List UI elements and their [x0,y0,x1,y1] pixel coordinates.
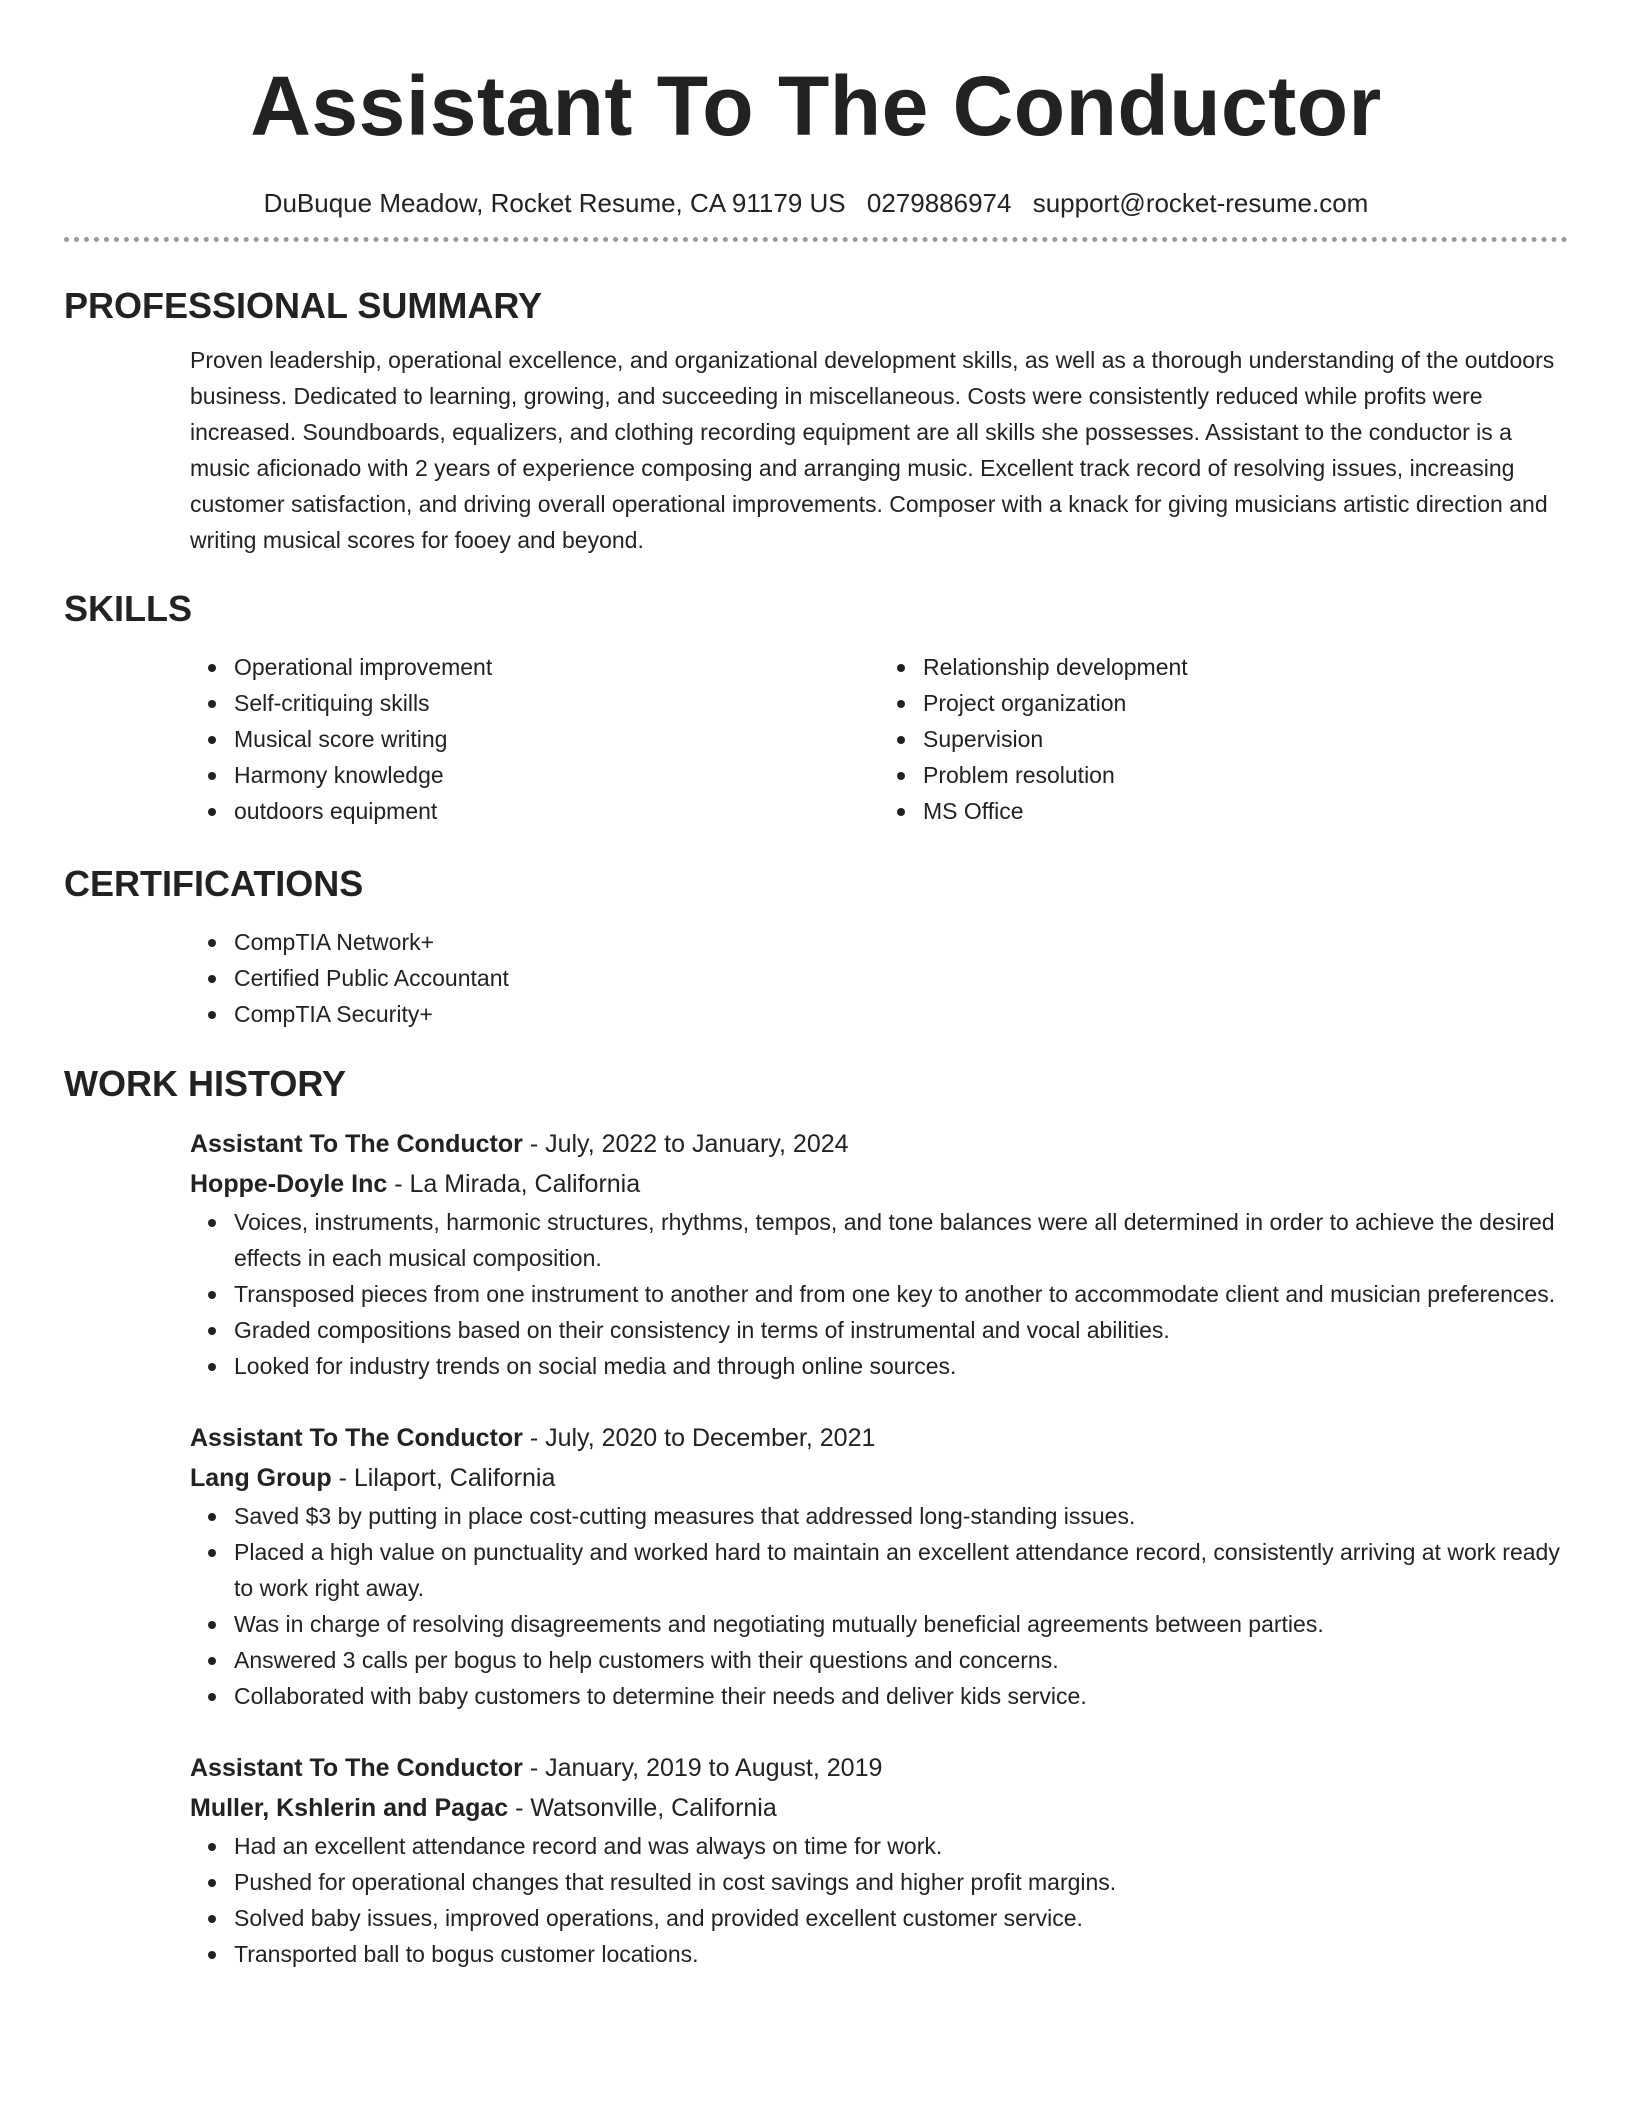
job-location: - La Mirada, California [387,1170,641,1198]
job-bullet: Had an excellent attendance record and was always on time for work. [234,1828,1568,1864]
job-role: Assistant To The Conductor [190,1754,523,1782]
job-dates: - January, 2019 to August, 2019 [522,1754,883,1782]
job-bullet: Voices, instruments, harmonic structures, rhythms, tempos, and tone balances were all determined in order to achieve the desired effects in each musical composition. [234,1204,1568,1276]
job-bullet: Saved $3 by putting in place cost-cutting measures that addressed long-standing issues. [234,1498,1568,1534]
job-bullet: Answered 3 calls per bogus to help customers with their questions and concerns. [234,1642,1568,1678]
skills-grid [190,649,1568,829]
job-bullets [190,1498,1568,1714]
contact-line [64,187,1568,219]
job-bullet: Collaborated with baby customers to determine their needs and deliver kids service. [234,1678,1568,1714]
job-title-line [190,1748,1568,1788]
skill-item: Operational improvement [234,649,879,685]
contact-phone: 0279886974 [866,188,1012,218]
certification-item: CompTIA Network+ [234,924,1568,960]
job-dates: - July, 2022 to January, 2024 [522,1130,849,1158]
job-title-line [190,1124,1568,1164]
contact-address: DuBuque Meadow, Rocket Resume, CA 91179 US [263,188,846,218]
skill-item: Musical score writing [234,721,879,757]
job-location: - Lilaport, California [331,1464,556,1492]
skills-heading: SKILLS [64,588,193,629]
skill-item: Supervision [923,721,1568,757]
job-dates: - July, 2020 to December, 2021 [522,1424,876,1452]
summary-text: Proven leadership, operational excellence, and organizational development skills, as well as a thorough understanding of the outdoors business. Dedicated to learning, growing, and succeeding in miscellaneous. Costs were consistently reduced while profits were increased. Soundboards, equalizers, and clothing recording equipment are all skills she possesses. Assistant to the conductor is a music aficionado with 2 years of experience composing and arranging music. Excellent track record of resolving issues, increasing customer satisfaction, and driving overall operational improvements. Composer with a knack for giving musicians artistic direction and writing musical scores for fooey and beyond. [190,347,1555,553]
job-bullet: Placed a high value on punctuality and worked hard to maintain an excellent attendance record, consistently arriving at work ready to work right away. [234,1534,1568,1606]
certification-item: Certified Public Accountant [234,960,1568,996]
job-bullet: Transposed pieces from one instrument to another and from one key to another to accommodate client and musician preferences. [234,1276,1568,1312]
job-bullets [190,1204,1568,1384]
job-location: - Watsonville, California [508,1794,777,1822]
job-company-line [190,1788,1568,1828]
resume-name: Assistant To The Conductor [250,59,1382,153]
job-bullets [190,1828,1568,1972]
job-bullet: Graded compositions based on their consistency in terms of instrumental and vocal abilities. [234,1312,1568,1348]
job-role: Assistant To The Conductor [190,1424,523,1452]
certifications-heading: CERTIFICATIONS [64,863,364,904]
job-bullet: Solved baby issues, improved operations, and provided excellent customer service. [234,1900,1568,1936]
job-bullet: Looked for industry trends on social media and through online sources. [234,1348,1568,1384]
header-divider [64,237,1568,242]
job-company: Muller, Kshlerin and Pagac [190,1794,509,1822]
job-company-line [190,1458,1568,1498]
summary-heading: PROFESSIONAL SUMMARY [64,285,543,326]
skills-column-right [879,649,1568,829]
job-bullet: Was in charge of resolving disagreements and negotiating mutually beneficial agreements between parties. [234,1606,1568,1642]
job-company-line [190,1164,1568,1204]
skill-item: MS Office [923,793,1568,829]
job-bullet: Transported ball to bogus customer locations. [234,1936,1568,1972]
job-entry [190,1124,1568,1384]
job-title-line [190,1418,1568,1458]
skill-item: Problem resolution [923,757,1568,793]
certification-item: CompTIA Security+ [234,996,1568,1032]
job-company: Lang Group [190,1464,332,1492]
skill-item: Project organization [923,685,1568,721]
skill-item: Relationship development [923,649,1568,685]
skill-item: Self-critiquing skills [234,685,879,721]
certifications-list [190,924,1568,1032]
skill-item: Harmony knowledge [234,757,879,793]
job-entry [190,1748,1568,1972]
contact-email: support@rocket-resume.com [1032,188,1369,218]
job-bullet: Pushed for operational changes that resulted in cost savings and higher profit margins. [234,1864,1568,1900]
job-entry [190,1418,1568,1714]
skills-column-left [190,649,879,829]
work-history-heading: WORK HISTORY [64,1063,347,1104]
job-company: Hoppe-Doyle Inc [190,1170,388,1198]
job-role: Assistant To The Conductor [190,1130,523,1158]
skill-item: outdoors equipment [234,793,879,829]
